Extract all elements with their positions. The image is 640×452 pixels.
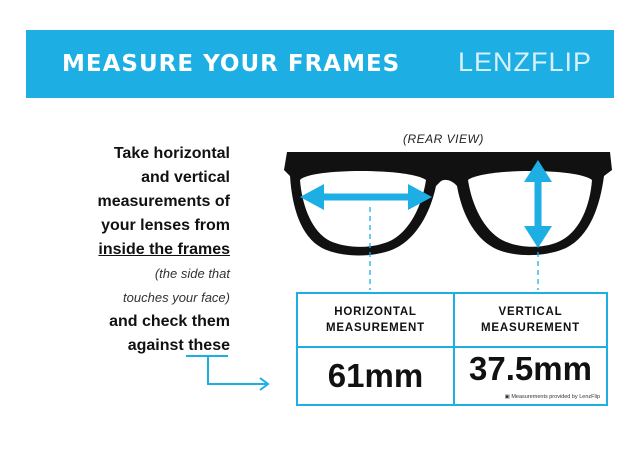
footnote-text: Measurements provided by LenzFlip	[511, 394, 600, 400]
instruction-line: measurements of	[97, 193, 230, 210]
instruction-line: and check them	[109, 313, 230, 330]
vertical-arrow-icon	[524, 160, 552, 248]
horizontal-header	[298, 294, 453, 348]
horizontal-arrow-icon	[300, 184, 432, 210]
page-title: MEASURE YOUR FRAMES	[62, 51, 401, 77]
vertical-label: VERTICAL	[498, 306, 563, 318]
instruction-line: your lenses from	[101, 217, 230, 234]
measurement-footnote	[505, 394, 600, 400]
instruction-note: (the side that	[154, 266, 230, 281]
vertical-value: 37.5mm	[469, 350, 592, 387]
instruction-line: and vertical	[141, 169, 230, 186]
instruction-line: against these	[127, 337, 230, 354]
horizontal-label: HORIZONTAL	[334, 306, 417, 318]
glasses-frame-icon	[284, 152, 612, 256]
vertical-label: MEASUREMENT	[481, 322, 580, 334]
horizontal-column	[298, 294, 455, 404]
instruction-note: touches your face)	[123, 290, 230, 305]
brand-logo: LENZFLIP	[457, 47, 592, 77]
checkbox-icon: ▣	[504, 394, 512, 400]
horizontal-value: 61mm	[327, 357, 424, 394]
horizontal-label: MEASUREMENT	[326, 322, 425, 334]
instruction-line: Take horizontal	[113, 145, 230, 162]
rear-view-label: (REAR VIEW)	[403, 132, 484, 146]
instruction-emphasis: inside the frames	[98, 241, 230, 258]
vertical-header	[455, 294, 606, 348]
measurement-table	[296, 292, 608, 406]
vertical-column	[455, 294, 606, 404]
pointer-arrow-icon	[186, 356, 268, 390]
